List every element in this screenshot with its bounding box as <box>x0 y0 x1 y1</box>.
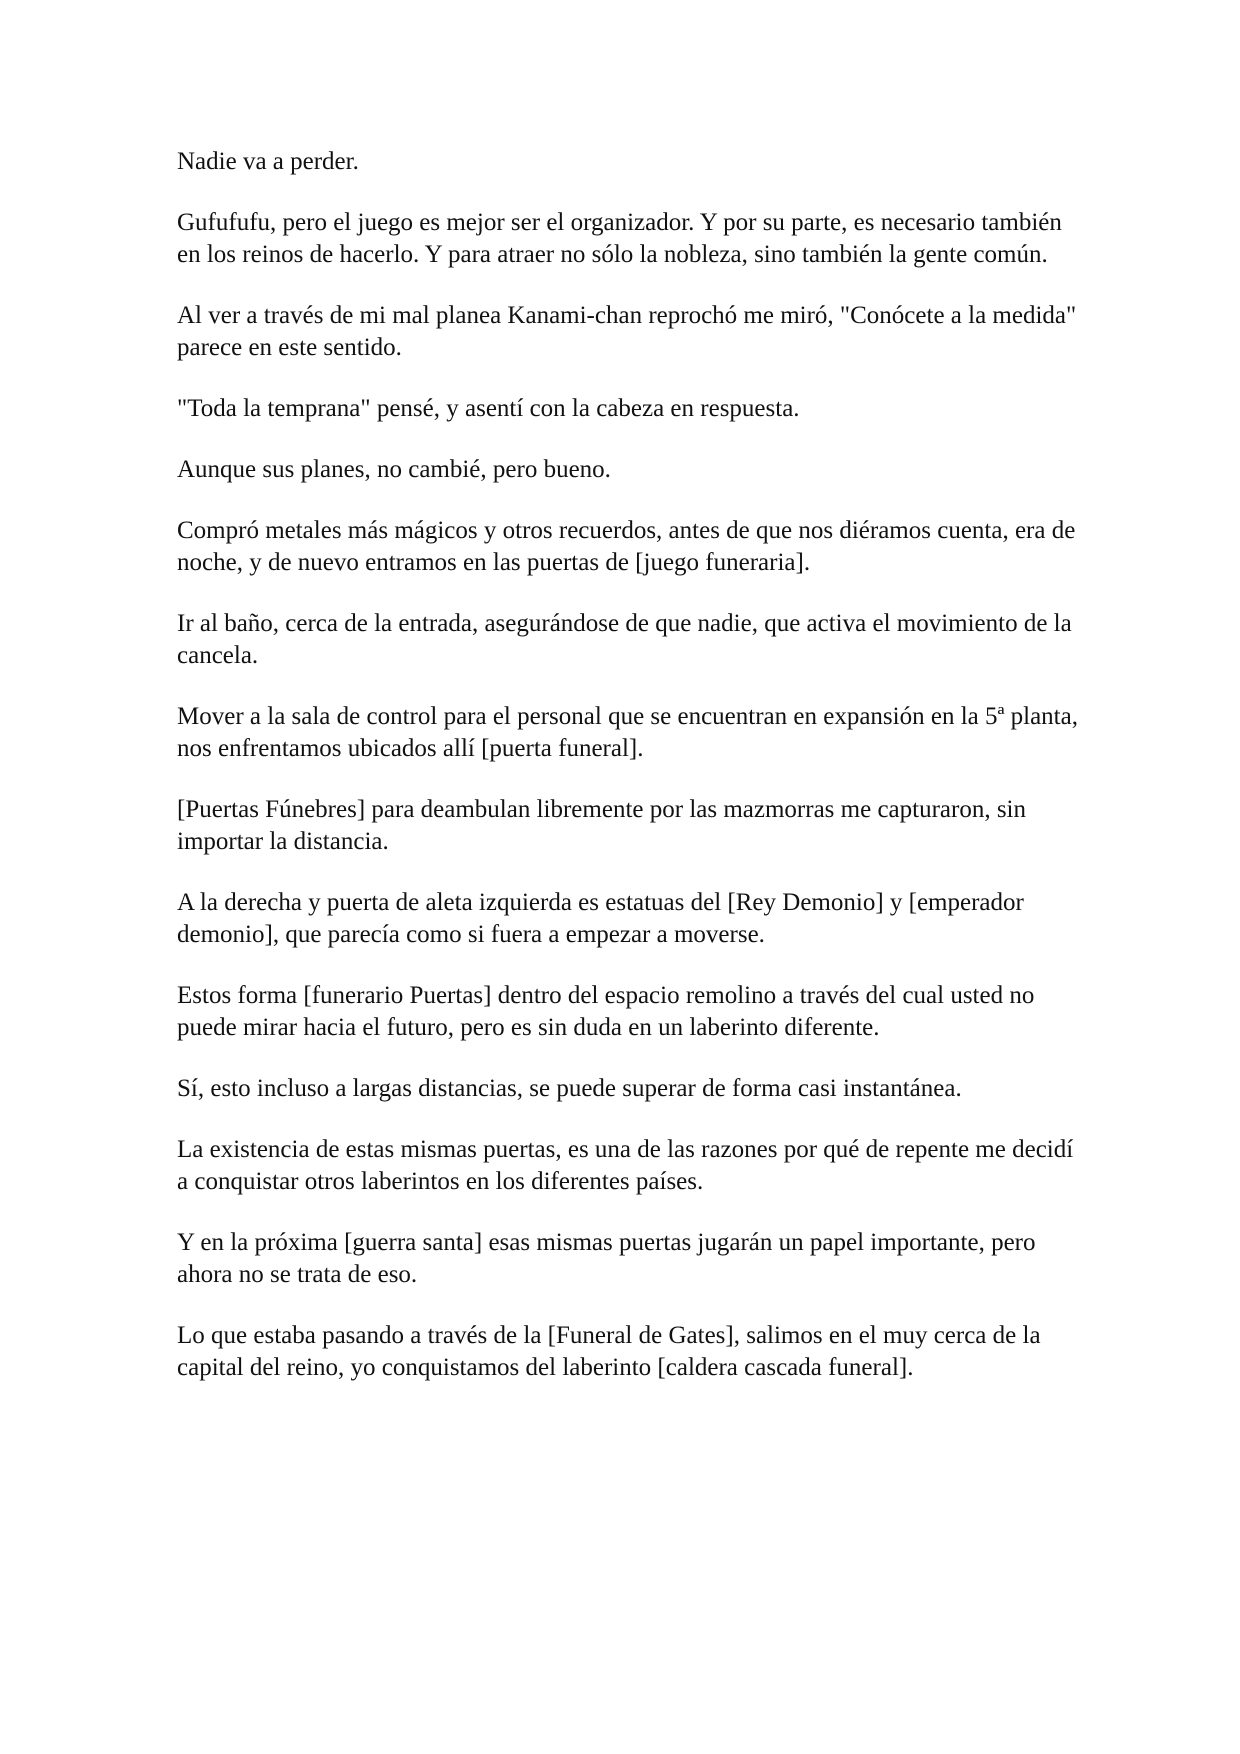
paragraph: Aunque sus planes, no cambié, pero bueno. <box>177 456 611 483</box>
paragraph: Gufufufu, pero el juego es mejor ser el organizador. Y por su parte, es necesario también en los reinos de hacerlo. Y para atraer no sólo la nobleza, sino también la gente común. <box>177 209 1062 268</box>
paragraph: [Puertas Fúnebres] para deambulan libremente por las mazmorras me capturaron, sin importar la distancia. <box>177 796 1026 855</box>
paragraph: Estos forma [funerario Puertas] dentro del espacio remolino a través del cual usted no puede mirar hacia el futuro, pero es sin duda en un laberinto diferente. <box>177 982 1035 1041</box>
paragraph: Ir al baño, cerca de la entrada, asegurándose de que nadie, que activa el movimiento de la cancela. <box>177 610 1072 669</box>
body-text <box>177 146 1082 1413</box>
paragraph: Lo que estaba pasando a través de la [Funeral de Gates], salimos en el muy cerca de la capital del reino, yo conquistamos del laberinto [caldera cascada funeral]. <box>177 1322 1041 1381</box>
paragraph: Mover a la sala de control para el personal que se encuentran en expansión en la 5ª planta, nos enfrentamos ubicados allí [puerta funeral]. <box>177 703 1078 762</box>
paragraph: "Toda la temprana" pensé, y asentí con la cabeza en respuesta. <box>177 395 800 422</box>
paragraph: Al ver a través de mi mal planea Kanami-chan reprochó me miró, "Conócete a la medida" parece en este sentido. <box>177 302 1077 361</box>
paragraph: La existencia de estas mismas puertas, es una de las razones por qué de repente me decidí a conquistar otros laberintos en los diferentes países. <box>177 1136 1074 1195</box>
paragraph: Sí, esto incluso a largas distancias, se puede superar de forma casi instantánea. <box>177 1075 962 1102</box>
paragraph: Nadie va a perder. <box>177 148 359 175</box>
paragraph: Y en la próxima [guerra santa] esas mismas puertas jugarán un papel importante, pero ahora no se trata de eso. <box>177 1229 1036 1288</box>
paragraph: Compró metales más mágicos y otros recuerdos, antes de que nos diéramos cuenta, era de noche, y de nuevo entramos en las puertas de [juego funeraria]. <box>177 517 1076 576</box>
paragraph: A la derecha y puerta de aleta izquierda es estatuas del [Rey Demonio] y [emperador demonio], que parecía como si fuera a empezar a moverse. <box>177 889 1024 948</box>
